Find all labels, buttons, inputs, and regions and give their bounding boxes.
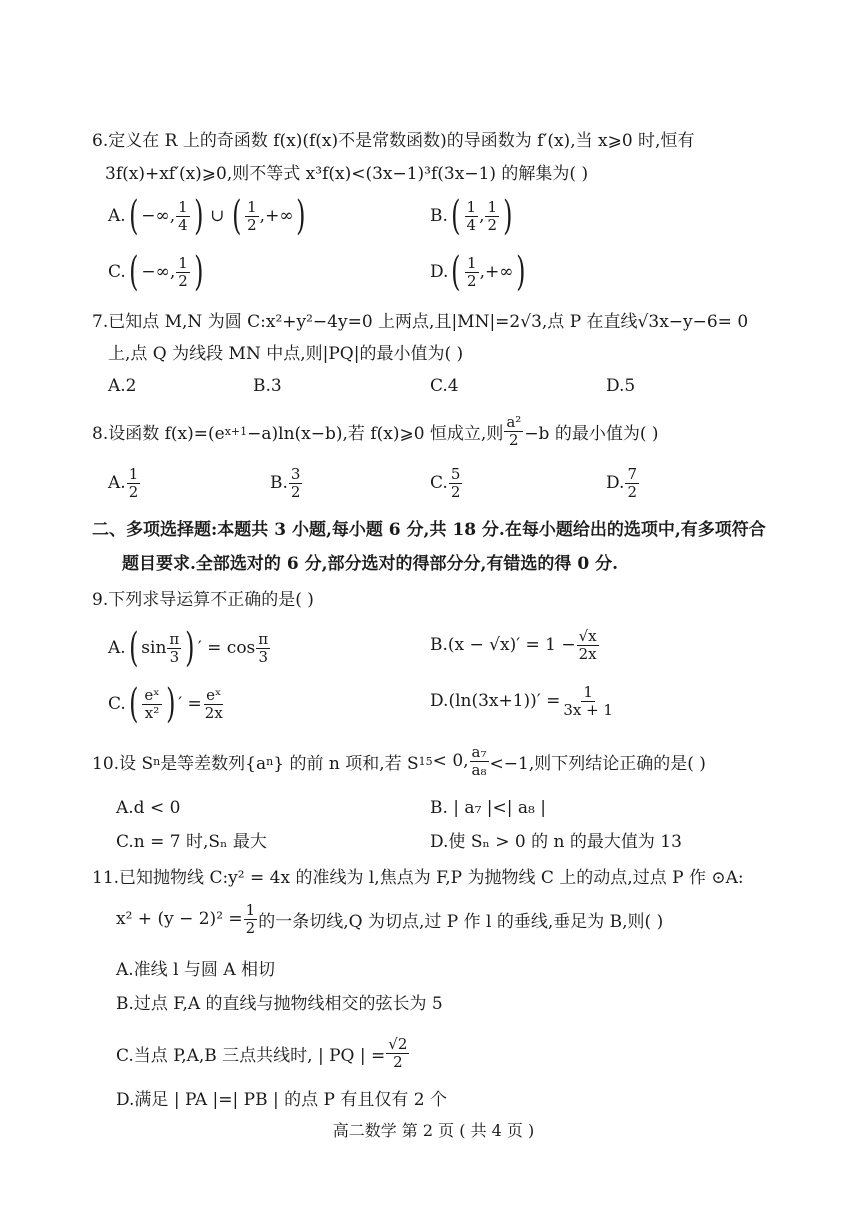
superscript: x+1 — [224, 424, 248, 438]
right-paren: ) — [165, 681, 176, 727]
q6-option-d[interactable] — [430, 249, 529, 295]
stem-text: < 0, — [432, 751, 469, 771]
subscript: n — [266, 754, 274, 768]
stem-text: −b 的最小值为( ) — [524, 423, 659, 444]
stem-text: −a)ln(x−b),若 f(x)⩾0 恒成立,则 — [247, 423, 504, 444]
fraction: $\frac{1}{4}$ — [178, 198, 188, 234]
option-label: D. — [430, 262, 449, 282]
option-label: B. — [430, 635, 448, 655]
fraction: $\frac{1}{4}$ — [466, 198, 477, 234]
page-footer: 高二数学 第 2 页 ( 共 4 页 ) — [332, 1121, 535, 1140]
fraction: $\frac{3}{2}$ — [290, 465, 301, 501]
option-label: C. — [430, 473, 448, 493]
fraction: $\frac{√2}{2}$ — [388, 1035, 408, 1071]
interval-right: ,+∞ — [259, 206, 294, 226]
q6-option-a[interactable] — [108, 193, 309, 239]
q9-stem: 9.下列求导运算不正确的是( ) — [92, 590, 314, 610]
stem-text: <−1,则下列结论正确的是( ) — [489, 753, 706, 774]
q8-option-c[interactable] — [430, 466, 463, 500]
expression: (x − √x)′ = 1 − — [447, 635, 576, 655]
fraction: $\frac{\text{eˣ}}{2x}$ — [204, 686, 223, 722]
interval-left: −∞, — [141, 262, 176, 282]
fraction: $\frac{1}{2}$ — [128, 465, 139, 501]
left-paren: ( — [451, 249, 461, 295]
expression: (ln(3x+1))′ = — [448, 691, 561, 711]
q6-option-c[interactable] — [108, 249, 206, 295]
fraction: $\frac{\text{eˣ}}{\text{x²}}$ — [144, 686, 160, 722]
right-paren: ) — [516, 249, 526, 295]
q9-option-b[interactable] — [430, 628, 600, 662]
option-label: D. — [606, 473, 625, 493]
left-paren: ( — [128, 681, 139, 727]
q10-option-b[interactable]: B. | a₇ |<| a₈ | — [430, 798, 546, 818]
fraction: $\frac{7}{2}$ — [627, 465, 637, 501]
interval-right: ,+∞ — [479, 262, 514, 282]
q11-stem-line1: 11.已知抛物线 C:y² = 4x 的准线为 l,焦点为 F,P 为抛物线 C 上的动点,过点 P 作 ⊙A: — [92, 868, 744, 888]
stem-text: x² + (y − 2)² = — [116, 909, 243, 929]
option-label: A. — [108, 206, 126, 226]
equals-text: ′ = cos — [197, 638, 256, 658]
q11-option-d[interactable]: D.满足 | PA |=| PB | 的点 P 有且仅有 2 个 — [116, 1090, 447, 1110]
q8-stem — [92, 414, 659, 448]
q8-option-b[interactable] — [270, 466, 303, 500]
q8-option-d[interactable] — [606, 466, 640, 500]
option-label: B. — [270, 473, 288, 493]
right-paren: ) — [185, 625, 195, 671]
q10-option-c[interactable]: C.n = 7 时,Sₙ 最大 — [116, 832, 267, 852]
fraction: $\frac{\text{a²}}{2}$ — [506, 413, 522, 449]
right-paren: ) — [503, 193, 513, 239]
left-paren: ( — [128, 625, 139, 671]
q11-stem-line2 — [116, 902, 663, 936]
q10-option-a[interactable]: A.d < 0 — [116, 798, 181, 818]
q7-option-c[interactable]: C.4 — [430, 376, 459, 396]
fraction: $\frac{1}{3x + 1}$ — [563, 683, 613, 719]
option-label: A. — [108, 638, 126, 658]
fraction: $\frac{\pi}{3}$ — [258, 630, 269, 666]
fraction: $\frac{5}{2}$ — [450, 465, 461, 501]
fraction: $\frac{1}{2}$ — [178, 254, 188, 290]
option-text: C.当点 P,A,B 三点共线时, | PQ | = — [116, 1045, 386, 1066]
stem-text: 8.设函数 f(x)=(e — [92, 423, 225, 444]
right-paren: ) — [193, 249, 204, 295]
q10-stem — [92, 744, 706, 778]
q6-option-b[interactable] — [430, 193, 516, 239]
subscript: 15 — [418, 754, 433, 768]
union-symbol: ∪ — [210, 206, 225, 226]
right-paren: ) — [296, 193, 306, 239]
stem-text: 的一条切线,Q 为切点,过 P 作 l 的垂线,垂足为 B,则( ) — [258, 911, 664, 932]
q7-option-a[interactable]: A.2 — [108, 376, 137, 396]
q7-stem-line2: 上,点 Q 为线段 MN 中点,则|PQ|的最小值为( ) — [108, 344, 464, 364]
stem-text: 是等差数列{a — [160, 753, 267, 774]
q7-stem-line1: 7.已知点 M,N 为圆 C:x²+y²−4y=0 上两点,且|MN|=2√3,点 P 在直线√3x−y−6= 0 — [92, 312, 749, 332]
equals-text: ′ = — [178, 694, 202, 714]
q11-option-b[interactable]: B.过点 F,A 的直线与抛物线相交的弦长为 5 — [116, 994, 443, 1014]
fraction: $\frac{\pi}{3}$ — [169, 630, 180, 666]
fraction: $\frac{√x}{2x}$ — [578, 627, 597, 663]
q9-option-a[interactable] — [108, 625, 271, 671]
q9-option-d[interactable] — [430, 684, 616, 718]
stem-text: 10.设 S — [92, 753, 154, 774]
fraction: $\frac{\text{a₇}}{\text{a₈}}$ — [471, 743, 487, 779]
option-label: A. — [108, 473, 126, 493]
q11-option-a[interactable]: A.准线 l 与圆 A 相切 — [116, 960, 276, 980]
q11-option-c[interactable] — [116, 1036, 410, 1070]
fraction: $\frac{1}{2}$ — [467, 254, 477, 290]
fraction: $\frac{1}{2}$ — [245, 901, 256, 937]
q6-stem-line2: 3f(x)+xf′(x)⩾0,则不等式 x³f(x)<(3x−1)³f(3x−1) 的解集为( ) — [105, 164, 589, 184]
option-label: C. — [108, 694, 126, 714]
section-2-heading-line1: 二、多项选择题:本题共 3 小题,每小题 6 分,共 18 分.在每小题给出的选项中,有多项符合 — [92, 520, 766, 540]
subscript: n — [153, 754, 161, 768]
fraction: $\frac{1}{2}$ — [487, 198, 498, 234]
q7-option-d[interactable]: D.5 — [606, 376, 636, 396]
q9-option-c[interactable] — [108, 681, 226, 727]
interval-left: −∞, — [141, 206, 176, 226]
option-label: D. — [430, 691, 449, 711]
q10-option-d[interactable]: D.使 Sₙ > 0 的 n 的最大值为 13 — [430, 832, 682, 852]
option-label: B. — [430, 206, 448, 226]
left-paren: ( — [451, 193, 461, 239]
fraction: $\frac{1}{2}$ — [247, 198, 257, 234]
section-2-heading-line2: 题目要求.全部选对的 6 分,部分选对的得部分分,有错选的得 0 分. — [122, 554, 619, 574]
option-label: C. — [108, 262, 126, 282]
q6-stem-line1: 6.定义在 R 上的奇函数 f(x)(f(x)不是常数函数)的导函数为 f′(x),当 x⩾0 时,恒有 — [92, 131, 695, 151]
comma: , — [479, 206, 485, 226]
right-paren: ) — [193, 193, 204, 239]
left-paren: ( — [128, 249, 139, 295]
stem-text: } 的前 n 项和,若 S — [273, 753, 419, 774]
q8-option-a[interactable] — [108, 466, 141, 500]
left-paren: ( — [231, 193, 242, 239]
function-name: sin — [141, 638, 167, 658]
left-paren: ( — [128, 193, 139, 239]
q7-option-b[interactable]: B.3 — [253, 376, 282, 396]
